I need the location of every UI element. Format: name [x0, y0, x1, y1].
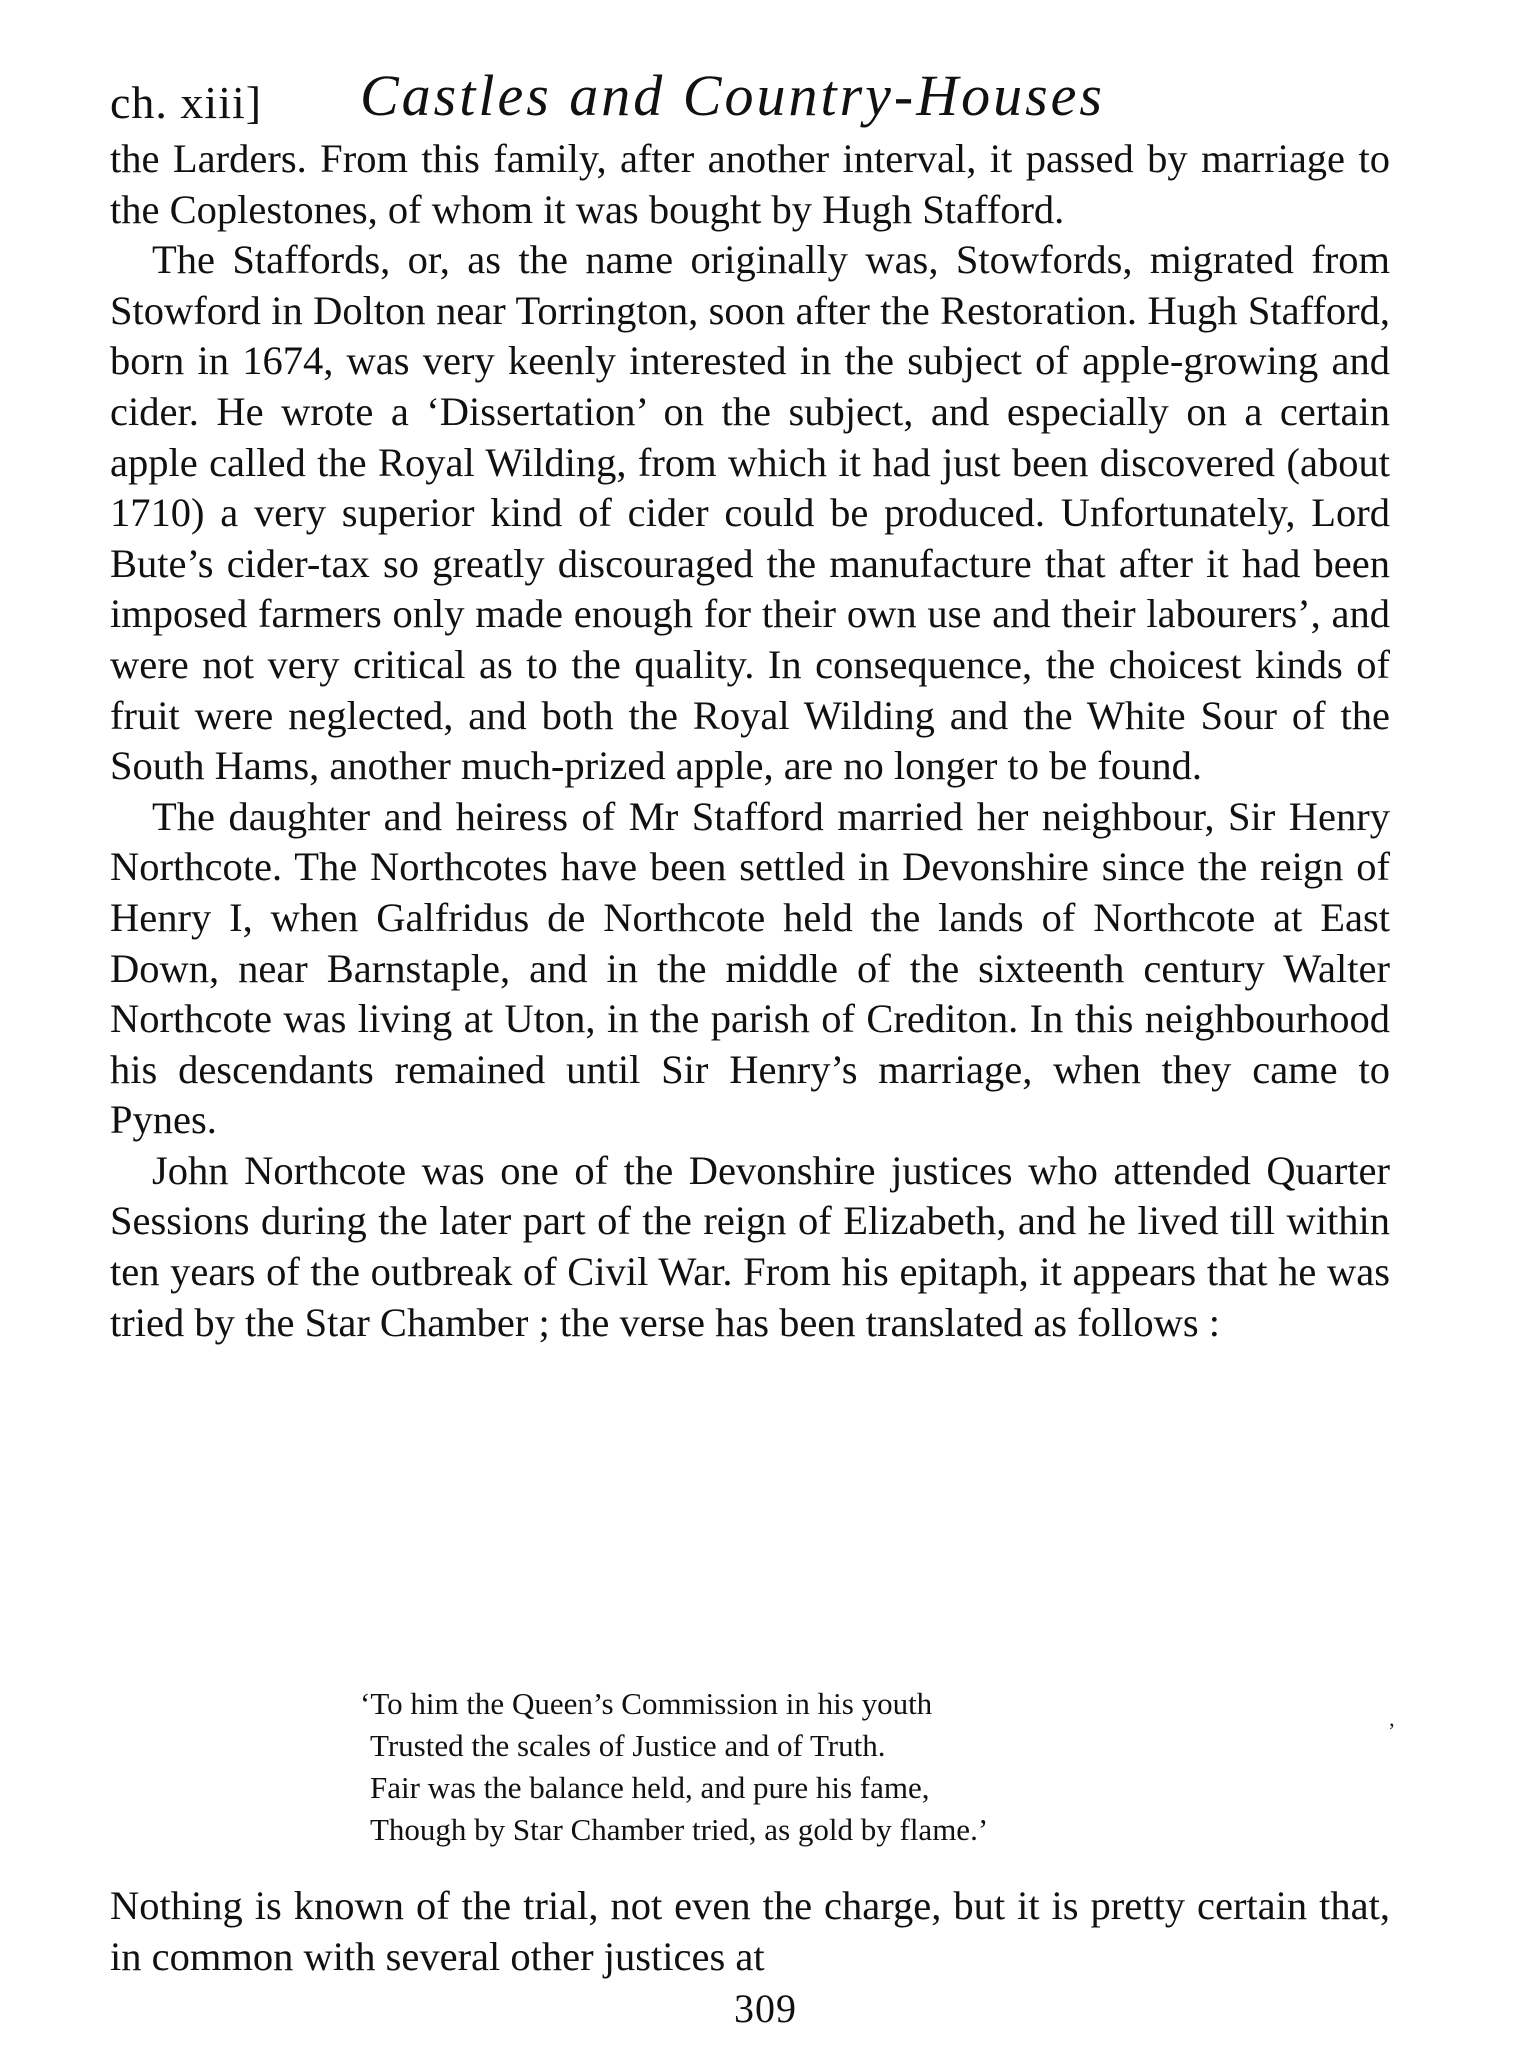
paragraph-john-northcote: John Northcote was one of the Devonshire justices who attended Quarter Sessions during the later part of the reign of Elizabeth, and he lived till within ten years of the outbreak of Civil War. From his epitaph, it appears that he was tried by the Star Chamber ; the verse has been translated as follows : [110, 1147, 1390, 1345]
verse-line: ‘To him the Queen’s Commission in his youth [360, 1686, 933, 1721]
verse-line: Trusted the scales of Justice and of Truth. [370, 1728, 886, 1763]
running-title: Castles and Country-Houses [360, 63, 1105, 128]
stray-print-mark: ’ [1388, 1718, 1396, 1743]
paragraph-continued: the Larders. From this family, after another interval, it passed by marriage to the Coplestones, of whom it was bought by Hugh Stafford. [110, 136, 1390, 232]
paragraph-northcotes: The daughter and heiress of Mr Stafford married her neighbour, Sir Henry Northcote. The Northcotes have been settled in Devonshire since the reign of Henry I, when Galfridus de Northcote held the lands of Northcote at East Down, near Barnstaple, and in the middle of the sixteenth century Walter Northcote was living at Uton, in the parish of Crediton. In this neighbourhood his descendants remained until Sir Henry’s marriage, when they came to Pynes. [110, 793, 1390, 1143]
page-number: 309 [734, 1986, 797, 2031]
paragraph-trial: Nothing is known of the trial, not even the charge, but it is pretty certain that, in common with several other justices at [110, 1883, 1390, 1979]
body-text [110, 134, 1390, 1348]
verse-line: Fair was the balance held, and pure his fame, [370, 1770, 930, 1805]
verse-line: Though by Star Chamber tried, as gold by flame.’ [370, 1812, 989, 1847]
epitaph-verse [360, 1683, 1220, 1851]
chapter-reference: ch. xiii] [110, 77, 263, 128]
running-head [110, 62, 1390, 142]
paragraph-staffords: The Staffords, or, as the name originally was, Stowfords, migrated from Stowford in Dolton near Torrington, soon after the Restoration. Hugh Stafford, born in 1674, was very keenly interested in the subject of apple-growing and cider. He wrote a ‘Dissertation’ on the subject, and especially on a certain apple called the Royal Wilding, from which it had just been discovered (about 1710) a very superior kind of cider could be produced. Unfortunately, Lord Bute’s cider-tax so greatly discouraged the manufacture that after it had been imposed farmers only made enough for their own use and their labourers’, and were not very critical as to the quality. In consequence, the choicest kinds of fruit were neglected, and both the Royal Wilding and the White Sour of the South Hams, another much-prized apple, are no longer to be found. [110, 237, 1390, 789]
closing-text [110, 1881, 1390, 1982]
